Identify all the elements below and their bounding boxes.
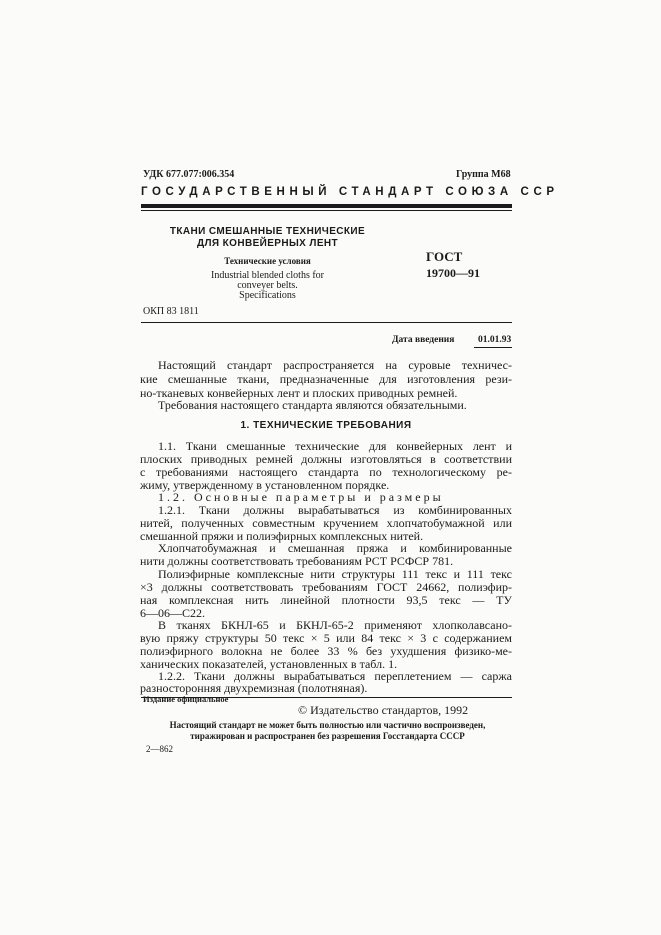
- intro-date-label: Дата введения: [392, 335, 455, 345]
- copyright-notice: © Издательство стандартов, 1992: [298, 703, 469, 717]
- english-title-line1: Industrial blended cloths for: [210, 270, 325, 281]
- body-line: 1.2.2. Ткани должны вырабатываться переплетением — саржа: [158, 669, 512, 683]
- body-line: кие смешанные ткани, предназначенные для изготовления рези-: [140, 372, 512, 386]
- body-line: жиму, утвержденному в установленном порядке.: [140, 478, 390, 492]
- document-subtitle: Технические условия: [224, 256, 311, 266]
- body-line: Хлопчатобумажная и смешанная пряжа и комбинированные: [158, 541, 512, 555]
- body-line: Требования настоящего стандарта являются обязательными.: [158, 398, 467, 412]
- official-edition-label: Издание официальное: [143, 694, 229, 704]
- body-line: 6—06—С22.: [140, 606, 206, 620]
- reproduction-notice-line1: Настоящий стандарт не может быть полностью или частично воспроизведен,: [169, 720, 486, 730]
- body-line: полиэфирного волокна не более 33 % без ухудшения физико-ме-: [140, 644, 512, 658]
- english-title-line3: Specifications: [239, 290, 296, 301]
- gost-number: 19700—91: [426, 266, 480, 280]
- body-line: 1.1. Ткани смешанные технические для конвейерных лент и: [158, 439, 512, 453]
- body-line: вую пряжу структуры 50 текс × 5 или 84 текс × 3 с содержанием: [140, 631, 512, 645]
- intro-date-value: 01.01.93: [478, 335, 512, 345]
- gost-label: ГОСТ: [426, 249, 463, 264]
- group-code: Группа М68: [456, 169, 511, 180]
- body-line: смешанной пряжи и полиэфирных комплексных нитей.: [140, 529, 424, 543]
- body-line: Настоящий стандарт распространяется на суровые техничес-: [158, 358, 512, 372]
- body-line: с требованиями настоящего стандарта по технологическому ре-: [140, 465, 512, 479]
- body-line: нити должны соответствовать требованиям РСТ РСФСР 781.: [140, 554, 454, 568]
- body-line: ханических показателей, установленных в табл. 1.: [140, 657, 398, 671]
- header-rule-thin: [141, 210, 512, 211]
- body-line: разносторонняя двухремизная (полотняная).: [140, 681, 368, 695]
- body-line: Полиэфирные комплексные нити структуры 111 текс и 111 текс: [158, 567, 512, 581]
- okp-code: ОКП 83 1811: [143, 306, 199, 317]
- intro-date-underline: [474, 347, 512, 348]
- print-order-number: 2—862: [146, 744, 173, 754]
- body-line: но-тканевых конвейерных лент и плоских приводных ремней.: [140, 386, 458, 400]
- document-title-line1: ТКАНИ СМЕШАННЫЕ ТЕХНИЧЕСКИЕ: [169, 226, 366, 237]
- body-line: 1.2.1. Ткани должны вырабатываться из комбинированных: [158, 503, 512, 517]
- english-title-line2: conveyer belts.: [237, 280, 298, 291]
- subsection-heading: 1.2. Основные параметры и размеры: [158, 490, 444, 504]
- udk-code: УДК 677.077:006.354: [143, 169, 235, 180]
- state-standard-heading: ГОСУДАРСТВЕННЫЙ СТАНДАРТ СОЮЗА ССР: [141, 186, 559, 198]
- section-title: 1. ТЕХНИЧЕСКИЕ ТРЕБОВАНИЯ: [240, 420, 412, 431]
- header-rule-thick: [141, 204, 512, 208]
- body-line: нитей, полученных совместным кручением хлопчатобумажной или: [140, 516, 512, 530]
- okp-rule: [141, 322, 512, 323]
- body-line: плоских приводных ремней должны изготовляться в соответствии: [140, 452, 512, 466]
- body-line: В тканях БКНЛ-65 и БКНЛ-65-2 применяют хлопколавсано-: [158, 618, 512, 632]
- reproduction-notice-line2: тиражирован и распространен без разрешения Госстандарта СССР: [190, 731, 465, 741]
- body-line: ×3 должны соответствовать требованиям ГОСТ 24662, полиэфир-: [140, 580, 512, 594]
- document-title-line2: ДЛЯ КОНВЕЙЕРНЫХ ЛЕНТ: [196, 238, 339, 249]
- body-line: ная комплексная нить линейной плотности 93,5 текс — ТУ: [140, 593, 512, 607]
